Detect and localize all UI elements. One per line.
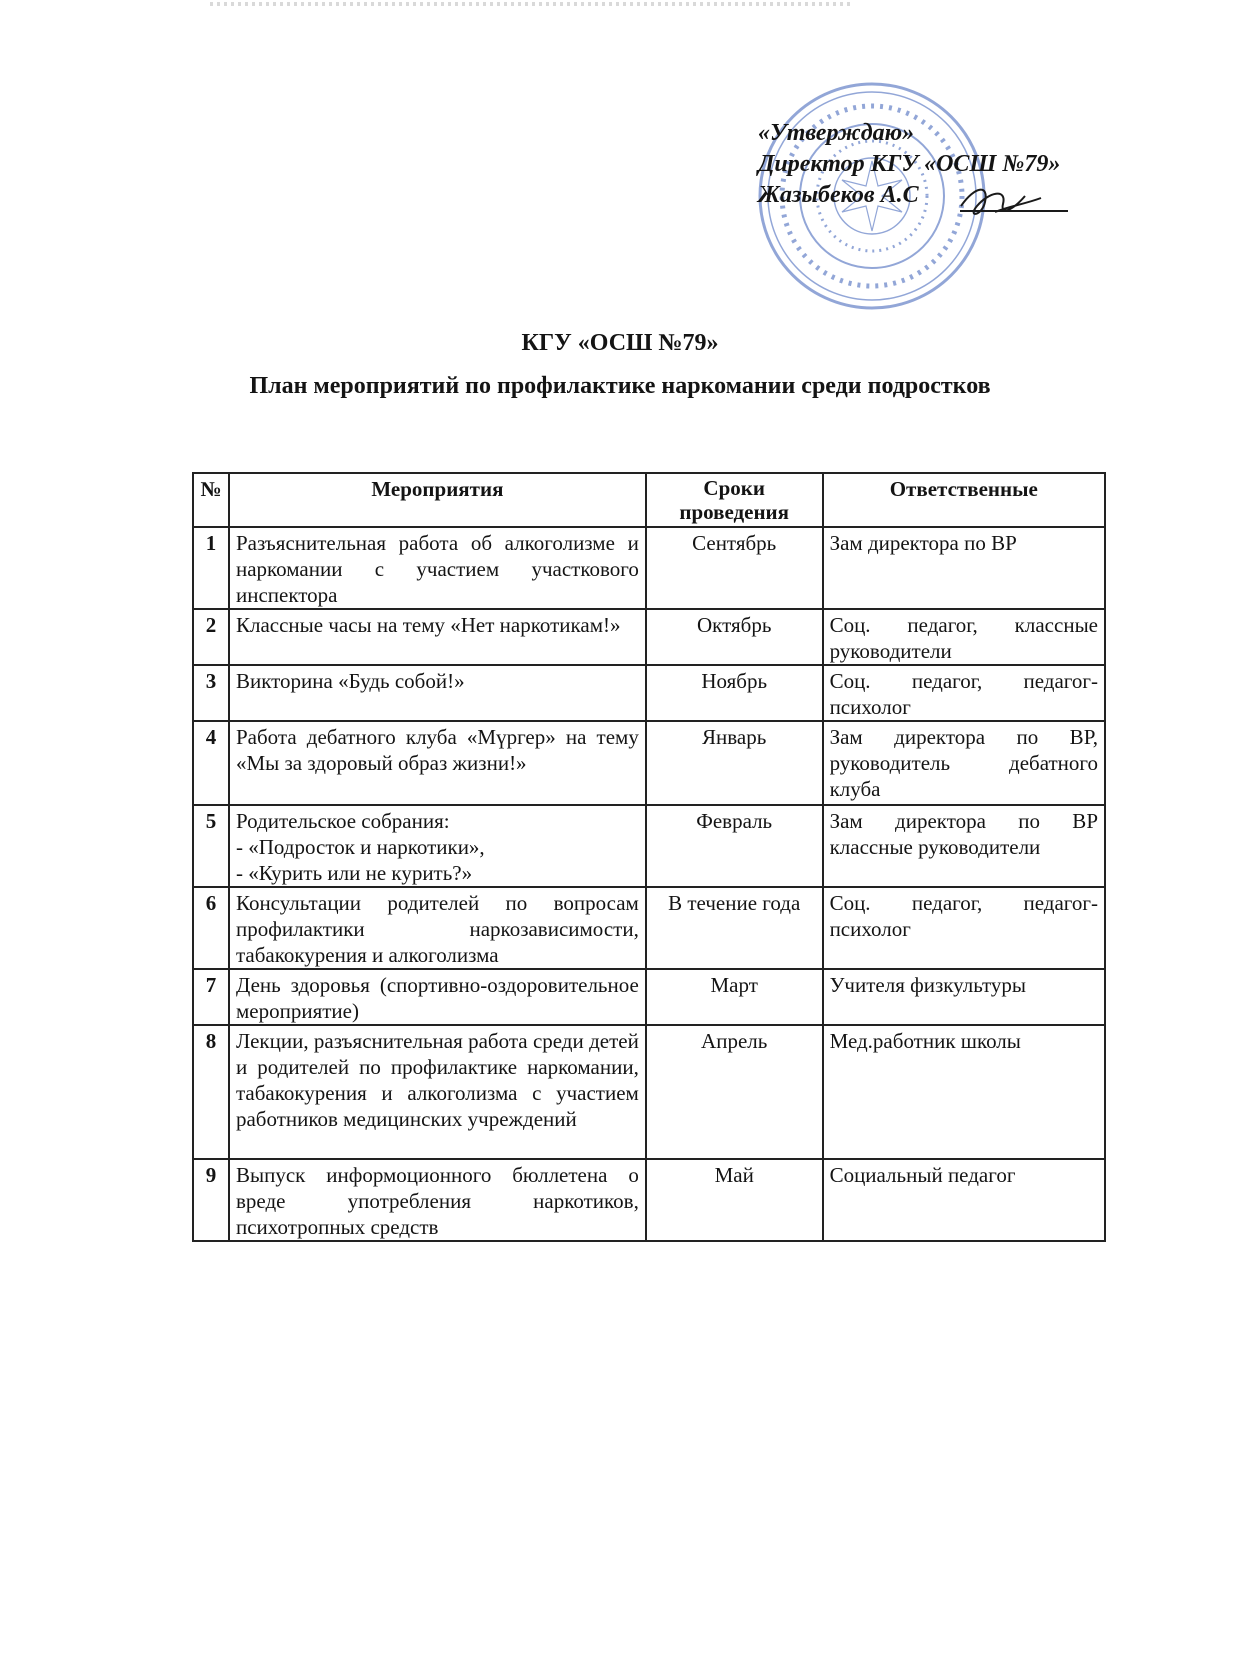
row-term: Октябрь <box>646 609 823 665</box>
header-num: № <box>193 473 229 527</box>
table-row <box>193 1025 1105 1159</box>
row-term: Апрель <box>646 1025 823 1159</box>
row-responsible: Учителя физкультуры <box>823 969 1105 1025</box>
row-event-line: Родительское собрания: <box>235 809 450 833</box>
row-num: 2 <box>193 609 229 665</box>
row-event: Консультации родителей по вопросам профилактики наркозависимости, табакокурения и алкоголизма <box>229 887 646 969</box>
organization-title: КГУ «ОСШ №79» <box>521 330 719 356</box>
row-event: День здоровья (спортивно-оздоровительное мероприятие) <box>229 969 646 1025</box>
row-num: 3 <box>193 665 229 721</box>
table-row <box>193 665 1105 721</box>
row-responsible: Соц. педагог, педагог-психолог <box>823 887 1105 969</box>
row-event: Выпуск информоционного бюллетена о вреде употребления наркотиков, психотропных средств <box>229 1159 646 1241</box>
row-responsible: Зам директора по ВР <box>823 527 1105 609</box>
row-responsible: Социальный педагог <box>823 1159 1105 1241</box>
row-num: 8 <box>193 1025 229 1159</box>
header-event: Мероприятия <box>229 473 646 527</box>
row-num: 9 <box>193 1159 229 1241</box>
row-term: Март <box>646 969 823 1025</box>
header-responsible: Ответственные <box>823 473 1105 527</box>
row-responsible: Зам директора по ВР классные руководители <box>823 805 1105 887</box>
row-term: Ноябрь <box>646 665 823 721</box>
row-term: Январь <box>646 721 823 805</box>
row-term: Сентябрь <box>646 527 823 609</box>
approval-name: Жазыбеков А.С <box>758 182 919 208</box>
row-num: 6 <box>193 887 229 969</box>
row-responsible: Мед.работник школы <box>823 1025 1105 1159</box>
row-term: В течение года <box>646 887 823 969</box>
document-title: План мероприятий по профилактике наркомании среди подростков <box>249 373 991 399</box>
row-event: Викторина «Будь собой!» <box>229 665 646 721</box>
row-event: Классные часы на тему «Нет наркотикам!» <box>229 609 646 665</box>
row-num: 1 <box>193 527 229 609</box>
row-num: 7 <box>193 969 229 1025</box>
table-row <box>193 721 1105 805</box>
row-responsible: Зам директора по ВР, руководитель дебатного клуба <box>823 721 1105 805</box>
approval-heading: «Утверждаю» <box>758 120 915 146</box>
row-event: Лекции, разъяснительная работа среди детей и родителей по профилактике наркомании, табакокурения и алкоголизма с участием работников медицинских учреждений <box>229 1025 646 1159</box>
approval-position: Директор КГУ «ОСШ №79» <box>758 151 1061 177</box>
row-responsible: Соц. педагог, классные руководители <box>823 609 1105 665</box>
table-header-row <box>193 473 1105 527</box>
row-term: Февраль <box>646 805 823 887</box>
scan-artifact <box>210 2 850 6</box>
table-row <box>193 887 1105 969</box>
row-event: Работа дебатного клуба «Мүргер» на тему «Мы за здоровый образ жизни!» <box>229 721 646 805</box>
table-row <box>193 1159 1105 1241</box>
row-num: 4 <box>193 721 229 805</box>
row-event: Разъяснительная работа об алкоголизме и наркомании с участием участкового инспектора <box>229 527 646 609</box>
table-body <box>193 527 1105 1241</box>
handwritten-signature <box>955 176 1045 226</box>
table-row <box>193 609 1105 665</box>
table-row <box>193 969 1105 1025</box>
row-event-line: - «Подросток и наркотики», <box>235 835 485 859</box>
row-event <box>229 805 646 887</box>
row-event-line: - «Курить или не курить?» <box>235 861 473 885</box>
header-term: Сроки проведения <box>646 473 823 527</box>
row-num: 5 <box>193 805 229 887</box>
row-term: Май <box>646 1159 823 1241</box>
table-row <box>193 527 1105 609</box>
table-row <box>193 805 1105 887</box>
events-table <box>192 472 1106 1242</box>
row-responsible: Соц. педагог, педагог-психолог <box>823 665 1105 721</box>
